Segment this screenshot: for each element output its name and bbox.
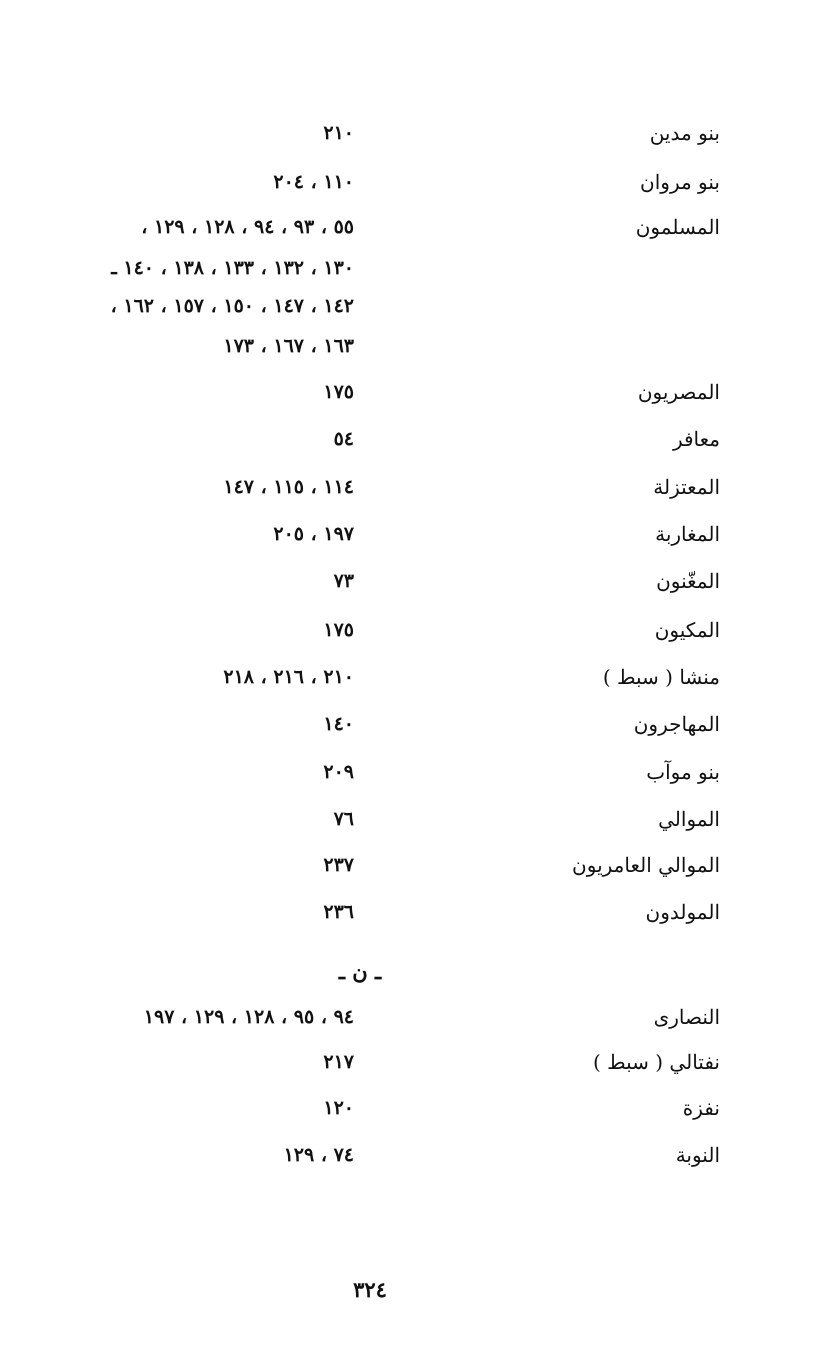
entry-pages: ١١٤ ، ١١٥ ، ١٤٧	[223, 476, 354, 498]
index-entry	[0, 704, 832, 744]
entry-term: المغاربة	[655, 522, 720, 546]
entry-term: المعتزلة	[653, 475, 720, 499]
entry-pages-continued: ١٤٢ ، ١٤٧ ، ١٥٠ ، ١٥٧ ، ١٦٢ ،	[110, 295, 354, 317]
entry-pages: ١٤٠	[323, 713, 354, 735]
entry-term: نفتالي ( سبط )	[592, 1050, 720, 1074]
index-entry	[0, 845, 832, 885]
entry-pages: ١٢٠	[323, 1097, 354, 1119]
entry-term: الموالي	[658, 807, 720, 831]
entry-term: المسلمون	[635, 215, 720, 239]
entry-term: المكيون	[654, 618, 720, 642]
entry-term: المصريون	[637, 380, 720, 404]
entry-pages: ١٩٧ ، ٢٠٥	[273, 523, 354, 545]
entry-pages: ٥٤	[333, 428, 354, 450]
index-entry	[0, 162, 832, 202]
entry-term: النصارى	[653, 1005, 720, 1029]
index-entry	[0, 514, 832, 554]
entry-pages: ٢٠٩	[323, 761, 354, 783]
entry-term: الموالي العامريون	[572, 853, 720, 877]
index-entry	[0, 419, 832, 459]
entry-continuation-line	[0, 286, 832, 326]
entry-pages-continued: ١٦٣ ، ١٦٧ ، ١٧٣	[223, 335, 354, 357]
index-entry	[0, 467, 832, 507]
entry-pages: ٢١٠	[323, 122, 354, 144]
index-entry	[0, 657, 832, 697]
entry-pages: ١٧٥	[323, 381, 354, 403]
entry-term: بنو مدين	[649, 121, 720, 145]
index-entry	[0, 113, 832, 153]
entry-pages: ٢١٠ ، ٢١٦ ، ٢١٨	[223, 666, 354, 688]
index-entry	[0, 892, 832, 932]
entry-pages: ٧٣	[333, 570, 354, 592]
entry-term: المغّنون	[656, 569, 720, 593]
entry-term: بنو مروان	[640, 170, 720, 194]
entry-pages: ٧٦	[333, 808, 354, 830]
index-entry	[0, 207, 832, 247]
section-letter-heading: ـ ن ـ	[338, 959, 382, 984]
entry-term: منشا ( سبط )	[602, 665, 720, 689]
entry-pages: ٩٤ ، ٩٥ ، ١٢٨ ، ١٢٩ ، ١٩٧	[143, 1006, 354, 1028]
entry-pages: ١١٠ ، ٢٠٤	[273, 171, 354, 193]
index-entry	[0, 997, 832, 1037]
entry-term: معافر	[672, 427, 720, 451]
entry-term: النوبة	[675, 1143, 720, 1167]
entry-continuation-line	[0, 248, 832, 288]
entry-term: نفزة	[682, 1096, 720, 1120]
entry-pages: ٢٣٦	[323, 901, 354, 923]
index-entry	[0, 610, 832, 650]
index-entry	[0, 1135, 832, 1175]
index-entry	[0, 561, 832, 601]
entry-pages: ٥٥ ، ٩٣ ، ٩٤ ، ١٢٨ ، ١٢٩ ،	[141, 216, 354, 238]
entry-pages: ١٧٥	[323, 619, 354, 641]
page-number: ٣٢٤	[353, 1277, 387, 1302]
entry-term: بنو موآب	[646, 760, 720, 784]
entry-pages: ٧٤ ، ١٢٩	[283, 1144, 354, 1166]
entry-pages: ٢١٧	[323, 1051, 354, 1073]
entry-term: المهاجرون	[633, 712, 720, 736]
entry-pages-continued: ١٣٠ ، ١٣٢ ، ١٣٣ ، ١٣٨ ، ١٤٠ ـ	[111, 257, 354, 279]
index-entry	[0, 799, 832, 839]
index-entry	[0, 372, 832, 412]
entry-term: المولدون	[645, 900, 720, 924]
index-entry	[0, 1042, 832, 1082]
index-entry	[0, 752, 832, 792]
entry-continuation-line	[0, 326, 832, 366]
entry-pages: ٢٣٧	[323, 854, 354, 876]
index-entry	[0, 1088, 832, 1128]
